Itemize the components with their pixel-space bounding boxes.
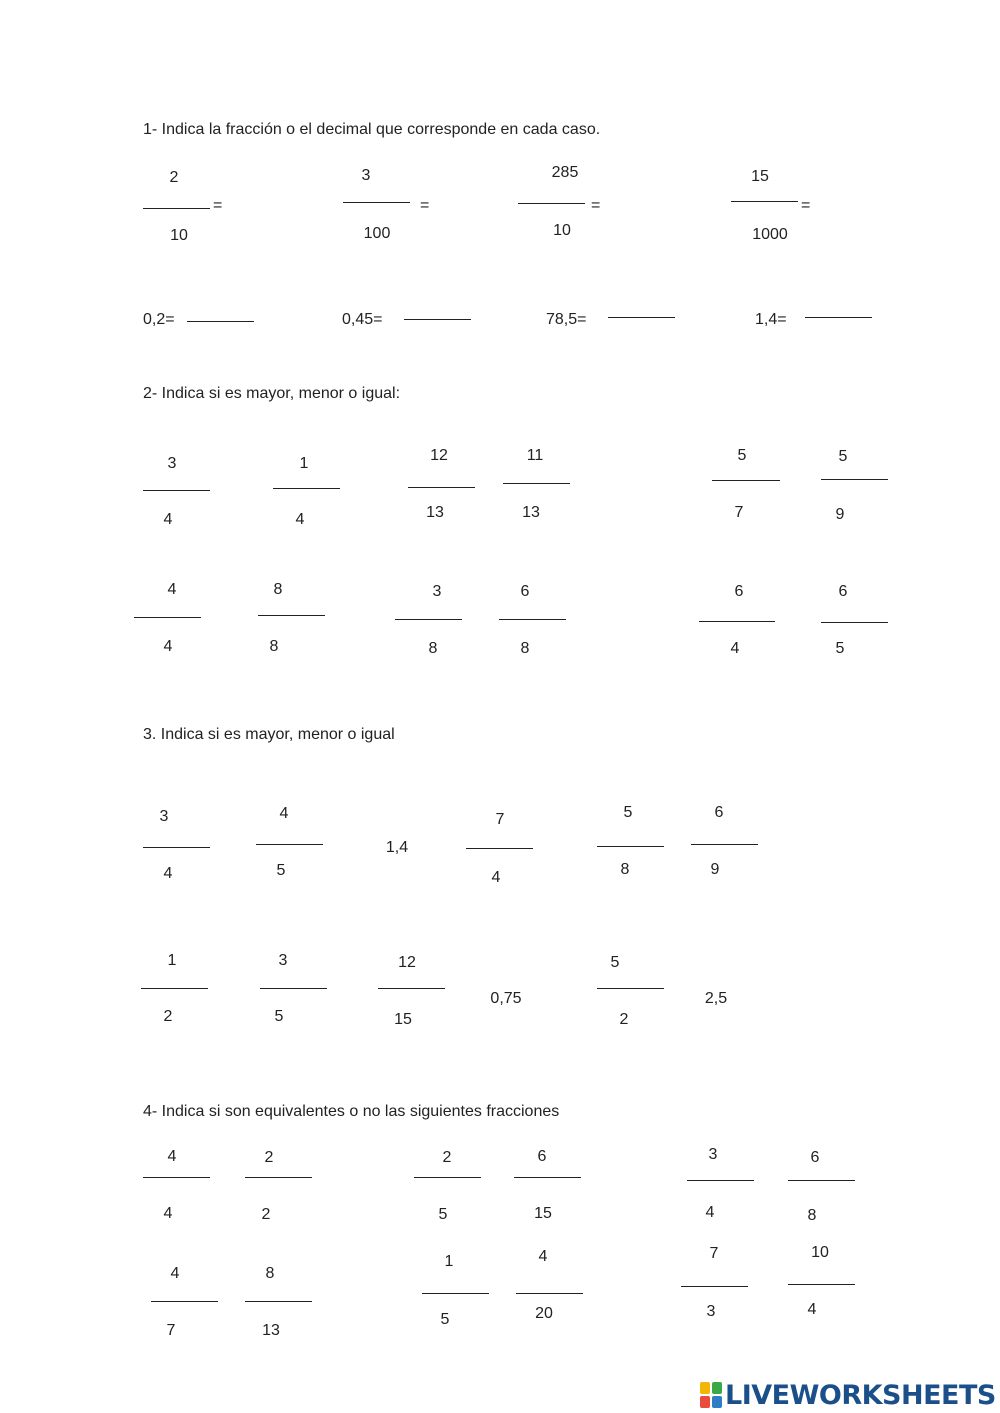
numerator: 4 <box>167 1148 177 1165</box>
denominator: 5 <box>276 862 286 879</box>
fraction-bar <box>143 1177 210 1178</box>
fraction-bar <box>821 479 888 480</box>
fraction-bar <box>514 1177 581 1178</box>
numerator: 6 <box>520 583 530 600</box>
fraction-bar <box>691 844 758 845</box>
denominator: 8 <box>620 861 630 878</box>
numerator: 11 <box>526 447 544 464</box>
liveworksheets-brand <box>700 1378 996 1412</box>
fraction-bar <box>499 619 566 620</box>
denominator: 2 <box>163 1008 173 1025</box>
numerator: 1 <box>167 952 177 969</box>
answer-blank[interactable] <box>187 321 254 322</box>
denominator: 5 <box>440 1311 450 1328</box>
numerator: 5 <box>838 448 848 465</box>
fraction-bar <box>273 488 340 489</box>
denominator: 8 <box>428 640 438 657</box>
numerator: 10 <box>811 1244 829 1261</box>
denominator: 4 <box>730 640 740 657</box>
numerator: 1 <box>299 455 309 472</box>
denominator: 4 <box>163 511 173 528</box>
decimal-label: 0,45= <box>342 311 383 328</box>
numerator: 3 <box>361 167 371 184</box>
fraction-bar <box>141 988 208 989</box>
numerator: 4 <box>167 581 177 598</box>
fraction-bar <box>143 208 210 209</box>
s3-r1-decimal: 1,4 <box>385 839 409 856</box>
numerator: 5 <box>623 804 633 821</box>
numerator: 6 <box>810 1149 820 1166</box>
numerator: 6 <box>714 804 724 821</box>
denominator: 10 <box>553 222 571 239</box>
section2-heading: 2- Indica si es mayor, menor o igual: <box>143 385 401 402</box>
denominator: 3 <box>706 1303 716 1320</box>
fraction-bar <box>597 988 664 989</box>
section3-heading: 3. Indica si es mayor, menor o igual <box>143 726 395 743</box>
section4-heading: 4- Indica si son equivalentes o no las siguientes fracciones <box>143 1103 560 1120</box>
denominator: 7 <box>734 504 744 521</box>
numerator: 12 <box>430 447 448 464</box>
fraction-bar <box>712 480 780 481</box>
denominator: 4 <box>705 1204 715 1221</box>
numerator: 4 <box>170 1265 180 1282</box>
numerator: 7 <box>495 811 505 828</box>
fraction-bar <box>245 1177 312 1178</box>
fraction-bar <box>422 1293 489 1294</box>
fraction-bar <box>256 844 323 845</box>
denominator: 4 <box>491 869 501 886</box>
numerator: 5 <box>737 447 747 464</box>
fraction-bar <box>597 846 664 847</box>
brand-name: LIVEWORKSHEETS <box>725 1379 996 1411</box>
numerator: 2 <box>264 1149 274 1166</box>
numerator: 3 <box>708 1146 718 1163</box>
answer-blank[interactable] <box>805 317 872 318</box>
fraction-bar <box>134 617 201 618</box>
numerator: 12 <box>398 954 416 971</box>
numerator: 4 <box>538 1248 548 1265</box>
equals-sign: = <box>420 197 430 214</box>
denominator: 4 <box>163 865 173 882</box>
numerator: 6 <box>838 583 848 600</box>
fraction-bar <box>516 1293 583 1294</box>
fraction-bar <box>731 201 798 202</box>
denominator: 10 <box>170 227 188 244</box>
denominator: 20 <box>535 1305 553 1322</box>
numerator: 2 <box>169 169 179 186</box>
fraction-bar <box>395 619 462 620</box>
denominator: 1000 <box>752 226 788 243</box>
denominator: 13 <box>522 504 540 521</box>
denominator: 9 <box>710 861 720 878</box>
denominator: 100 <box>363 225 391 242</box>
fraction-bar <box>245 1301 312 1302</box>
fraction-bar <box>143 847 210 848</box>
numerator: 6 <box>734 583 744 600</box>
s3-r2-decimal-1: 0,75 <box>490 990 522 1007</box>
equals-sign: = <box>591 197 601 214</box>
numerator: 15 <box>751 168 769 185</box>
s3-r2-decimal-2: 2,5 <box>704 990 728 1007</box>
numerator: 2 <box>442 1149 452 1166</box>
numerator: 8 <box>265 1265 275 1282</box>
denominator: 7 <box>166 1322 176 1339</box>
fraction-bar <box>699 621 775 622</box>
numerator: 8 <box>273 581 283 598</box>
denominator: 13 <box>426 504 444 521</box>
denominator: 4 <box>163 1205 173 1222</box>
numerator: 7 <box>709 1245 719 1262</box>
denominator: 8 <box>269 638 279 655</box>
denominator: 2 <box>619 1011 629 1028</box>
fraction-bar <box>260 988 327 989</box>
numerator: 4 <box>279 805 289 822</box>
liveworksheets-logo-icon <box>700 1382 722 1408</box>
fraction-bar <box>343 202 410 203</box>
numerator: 285 <box>551 164 579 181</box>
denominator: 15 <box>394 1011 412 1028</box>
denominator: 2 <box>261 1206 271 1223</box>
denominator: 8 <box>520 640 530 657</box>
fraction-bar <box>414 1177 481 1178</box>
decimal-label: 1,4= <box>755 311 787 328</box>
fraction-bar <box>378 988 445 989</box>
numerator: 5 <box>610 954 620 971</box>
numerator: 1 <box>444 1253 454 1270</box>
numerator: 6 <box>537 1148 547 1165</box>
decimal-label: 0,2= <box>143 311 175 328</box>
denominator: 13 <box>262 1322 280 1339</box>
numerator: 3 <box>159 808 169 825</box>
numerator: 3 <box>432 583 442 600</box>
fraction-bar <box>503 483 570 484</box>
fraction-bar <box>687 1180 754 1181</box>
fraction-bar <box>143 490 210 491</box>
denominator: 15 <box>534 1205 552 1222</box>
denominator: 4 <box>295 511 305 528</box>
fraction-bar <box>788 1284 855 1285</box>
fraction-bar <box>518 203 585 204</box>
denominator: 5 <box>835 640 845 657</box>
equals-sign: = <box>213 197 223 214</box>
denominator: 8 <box>807 1207 817 1224</box>
denominator: 5 <box>274 1008 284 1025</box>
fraction-bar <box>408 487 475 488</box>
numerator: 3 <box>278 952 288 969</box>
answer-blank[interactable] <box>404 319 471 320</box>
fraction-bar <box>151 1301 218 1302</box>
answer-blank[interactable] <box>608 317 675 318</box>
numerator: 3 <box>167 455 177 472</box>
fraction-bar <box>821 622 888 623</box>
decimal-label: 78,5= <box>546 311 587 328</box>
equals-sign: = <box>801 197 811 214</box>
fraction-bar <box>258 615 325 616</box>
denominator: 4 <box>163 638 173 655</box>
fraction-bar <box>681 1286 748 1287</box>
denominator: 9 <box>835 506 845 523</box>
denominator: 5 <box>438 1206 448 1223</box>
fraction-bar <box>788 1180 855 1181</box>
section1-heading: 1- Indica la fracción o el decimal que corresponde en cada caso. <box>143 121 601 138</box>
denominator: 4 <box>807 1301 817 1318</box>
fraction-bar <box>466 848 533 849</box>
